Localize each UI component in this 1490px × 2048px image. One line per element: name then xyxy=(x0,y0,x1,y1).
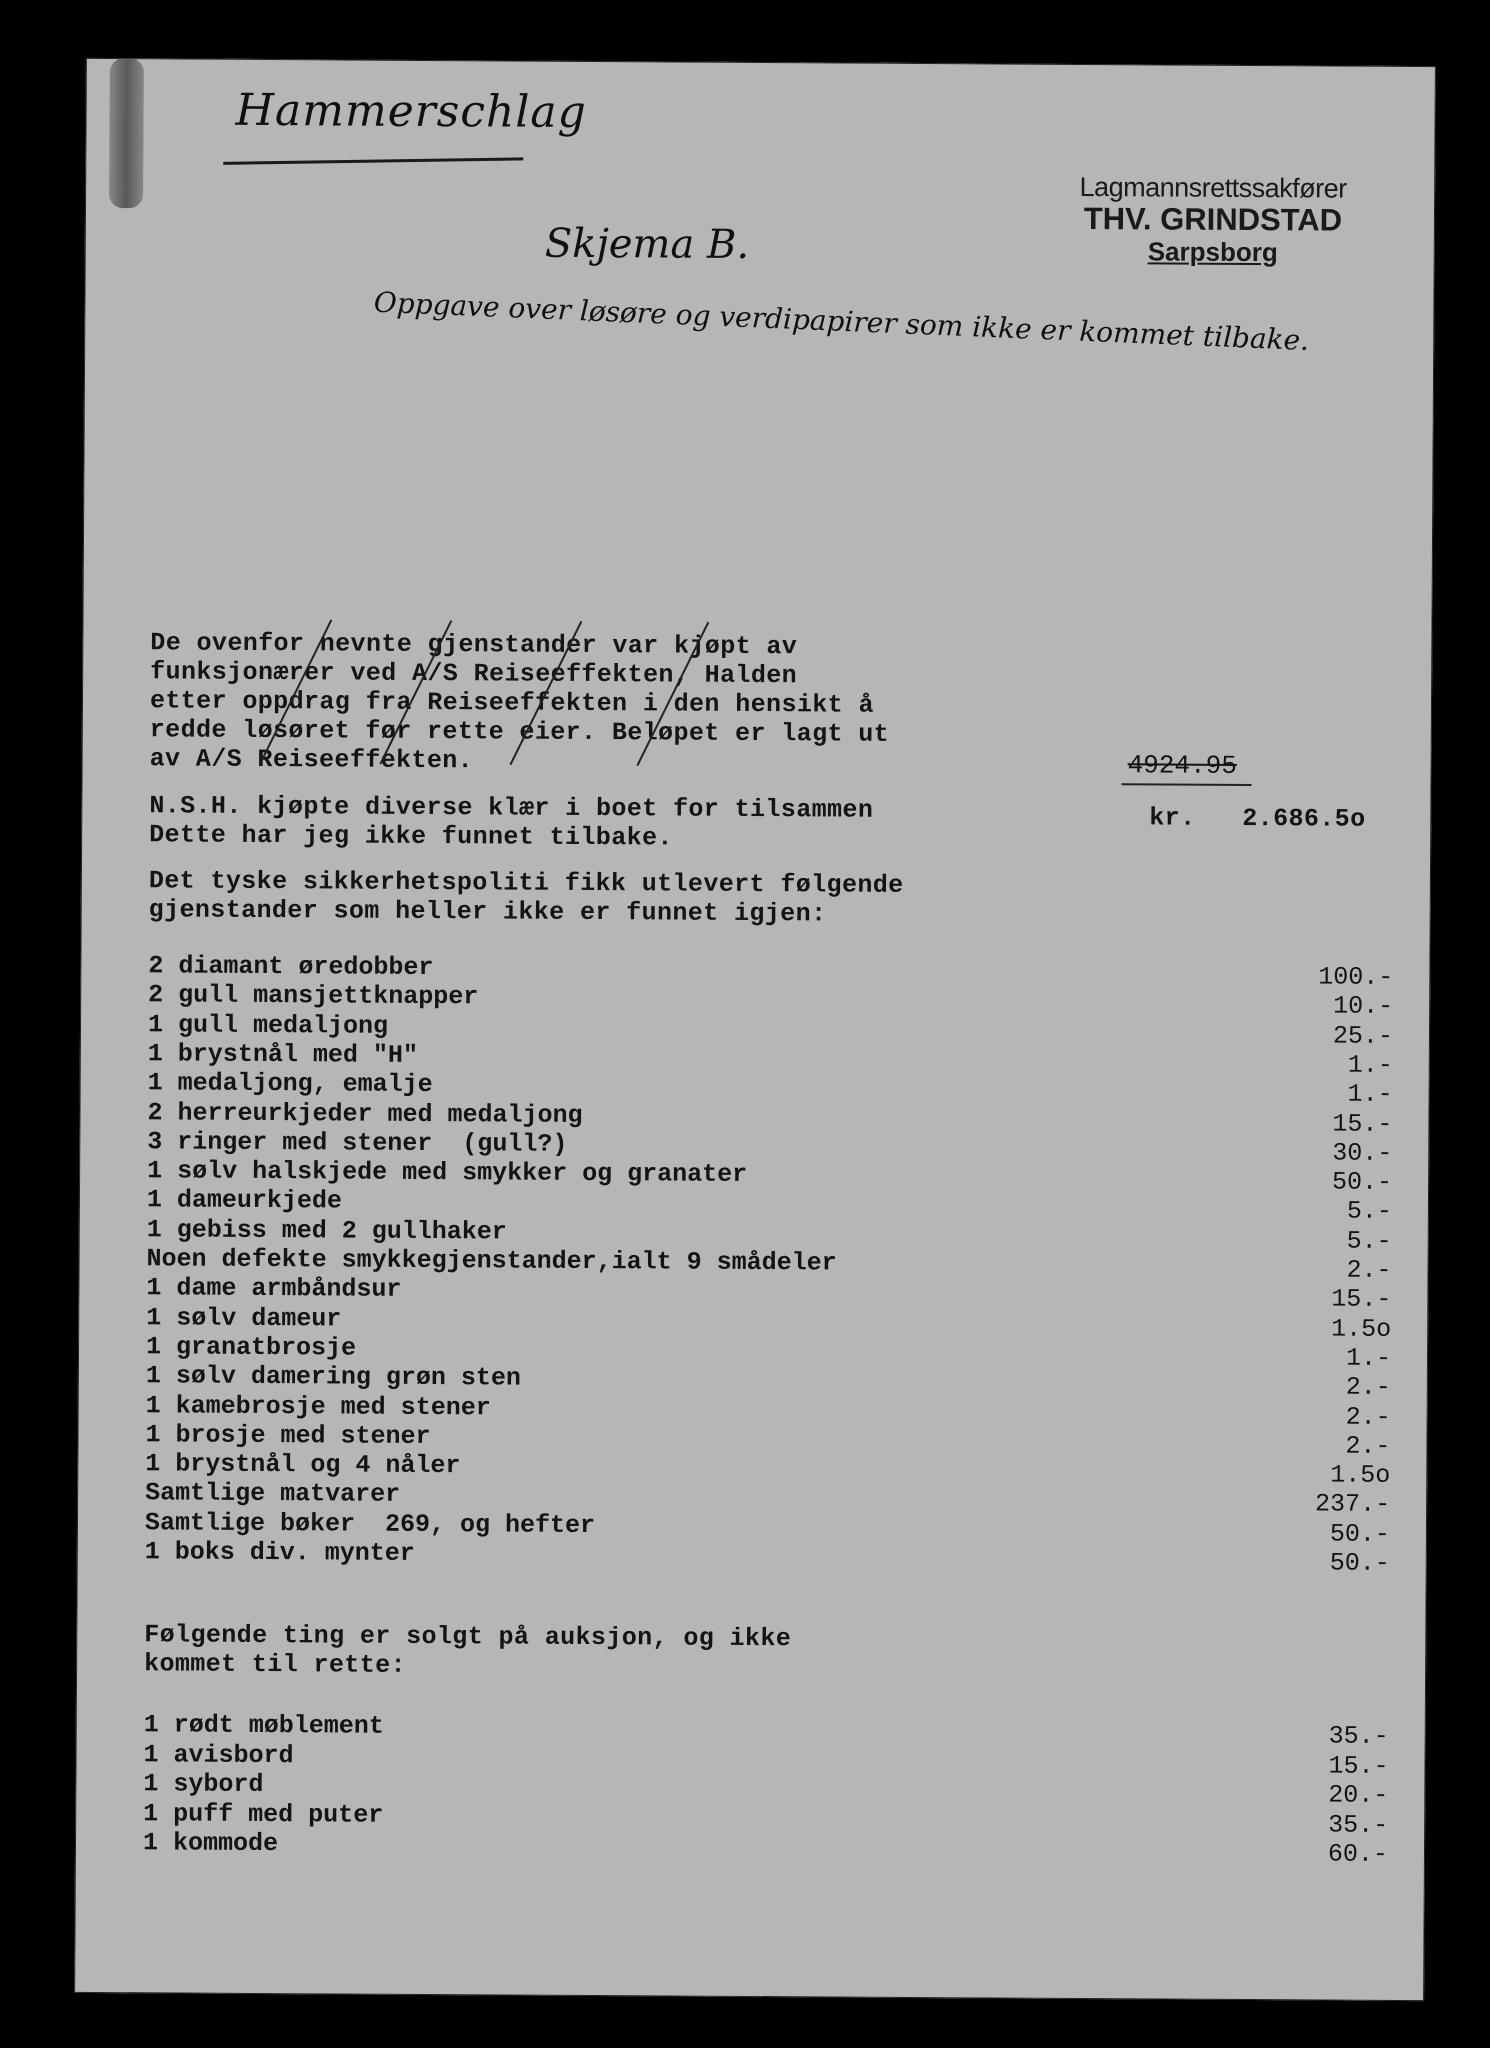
schema-title: Skjema B. xyxy=(544,220,750,268)
item-value: 2.- xyxy=(1346,1255,1392,1285)
item-value: 10.- xyxy=(1333,991,1394,1022)
tysk-line: Det tyske sikkerhetspoliti fikk utlevert følgende xyxy=(148,866,904,900)
item-label: 1 rødt møblement xyxy=(143,1710,384,1741)
item-value: 35.- xyxy=(1328,1810,1389,1840)
intro-line: funksjonærer ved A/S Reiseeffekten, Halden xyxy=(150,657,798,691)
nsh-line: N.S.H. kjøpte diverse klær i boet for tilsammen xyxy=(149,791,874,825)
item-label: 1 kommode xyxy=(142,1828,279,1859)
item-label: 3 ringer med stener (gull?) xyxy=(147,1127,568,1159)
item-label: 1 gebiss med 2 gullhaker xyxy=(146,1214,507,1247)
item-label: Samtlige bøker 269, og hefter xyxy=(144,1507,596,1540)
auksjon-line: kommet til rette: xyxy=(144,1649,407,1680)
item-label: 1 medaljong, emalje xyxy=(147,1068,433,1100)
item-value: 1.5o xyxy=(1330,1460,1391,1490)
item-value: 20.- xyxy=(1328,1780,1389,1810)
item-value: 50.- xyxy=(1331,1167,1393,1197)
stamp-line-1: Lagmannsrettssakfører xyxy=(1079,171,1347,204)
item-label: Samtlige matvarer xyxy=(145,1478,401,1510)
item-label: 2 diamant øredobber xyxy=(148,951,434,983)
tysk-items-list xyxy=(145,951,1394,1579)
document-page xyxy=(74,58,1436,2001)
item-label: 1 sølv dameur xyxy=(146,1302,342,1334)
item-label: 2 herreurkjeder med medaljong xyxy=(147,1097,583,1130)
item-label: 1 brystnål med "H" xyxy=(147,1039,418,1070)
nsh-currency: kr. xyxy=(1149,803,1196,833)
item-value: 1.5o xyxy=(1331,1314,1392,1344)
item-label: Noen defekte smykkegjenstander,ialt 9 smådeler xyxy=(146,1244,837,1278)
item-value: 1.- xyxy=(1347,1050,1393,1080)
intro-line: De ovenfor nevnte gjenstander var kjøpt av xyxy=(150,628,798,662)
item-value: 2.- xyxy=(1345,1372,1391,1403)
item-value: 50.- xyxy=(1329,1548,1390,1578)
auksjon-items-list xyxy=(143,1710,1389,1878)
item-label: 1 granatbrosje xyxy=(145,1332,357,1363)
item-value: 30.- xyxy=(1332,1138,1393,1168)
tysk-line: gjenstander som heller ikke er funnet igjen: xyxy=(148,895,827,929)
nsh-amount: 2.686.5o xyxy=(1242,803,1366,834)
item-value: 25.- xyxy=(1332,1021,1394,1051)
item-label: 1 sølv halskjede med smykker og granater xyxy=(147,1156,748,1190)
intro-line: av A/S Reiseeffekten. xyxy=(149,744,474,776)
binder-hole xyxy=(109,58,144,208)
item-label: 1 avisbord xyxy=(143,1739,294,1770)
nsh-section xyxy=(149,791,1394,859)
item-label: 1 gull medaljong xyxy=(147,1009,389,1041)
intro-line: redde løsøret før rette eier. Beløpet er lagt ut xyxy=(149,715,890,749)
item-row xyxy=(142,1828,1389,1869)
item-value: 100.- xyxy=(1318,962,1394,992)
stamp-line-2: THV. GRINDSTAD xyxy=(1083,201,1343,238)
tysk-header xyxy=(149,866,1049,931)
intro-paragraph xyxy=(149,628,1050,776)
item-value: 60.- xyxy=(1327,1839,1389,1869)
item-label: 1 dameurkjede xyxy=(146,1185,343,1216)
item-value: 5.- xyxy=(1346,1226,1392,1256)
item-label: 1 kamebrosje med stener xyxy=(145,1390,491,1422)
item-value: 50.- xyxy=(1329,1519,1391,1549)
item-label: 1 puff med puter xyxy=(143,1798,384,1830)
item-label: 1 boks div. mynter xyxy=(144,1537,415,1568)
stamp-line-3: Sarpsborg xyxy=(1147,236,1278,268)
struck-amount-underline xyxy=(1121,783,1251,786)
subtitle: Oppgave over løsøre og verdipapirer som ikke er kommet tilbake. xyxy=(373,285,1310,358)
name-underline xyxy=(223,157,523,164)
item-value: 2.- xyxy=(1345,1402,1391,1432)
item-label: 1 brystnål og 4 nåler xyxy=(145,1449,461,1481)
struck-amount: 4924.95 xyxy=(1127,750,1237,781)
auksjon-header xyxy=(144,1620,1044,1685)
item-value: 1.- xyxy=(1347,1079,1393,1110)
item-value: 35.- xyxy=(1328,1721,1389,1751)
item-label: 1 sybord xyxy=(143,1769,264,1800)
item-value: 237.- xyxy=(1315,1489,1391,1520)
item-value: 5.- xyxy=(1346,1197,1392,1227)
intro-line: etter oppdrag fra Reiseeffekten i den hensikt å xyxy=(149,686,874,720)
item-label: 2 gull mansjettknapper xyxy=(148,980,479,1012)
item-label: 1 dame armbåndsur xyxy=(146,1273,402,1305)
auksjon-line: Følgende ting er solgt på auksjon, og ikke xyxy=(144,1620,792,1654)
handwritten-name: Hammerschlag xyxy=(235,84,587,138)
item-label: 1 sølv damering grøn sten xyxy=(145,1361,522,1393)
item-value: 2.- xyxy=(1345,1431,1391,1461)
item-row xyxy=(144,1537,1390,1578)
item-value: 15.- xyxy=(1332,1109,1393,1139)
item-value: 1.- xyxy=(1345,1343,1392,1373)
lawyer-stamp xyxy=(1043,172,1384,268)
item-value: 15.- xyxy=(1328,1751,1389,1781)
item-label: 1 brosje med stener xyxy=(145,1420,431,1451)
item-value: 15.- xyxy=(1331,1284,1392,1315)
nsh-line: Dette har jeg ikke funnet tilbake. xyxy=(149,820,673,853)
